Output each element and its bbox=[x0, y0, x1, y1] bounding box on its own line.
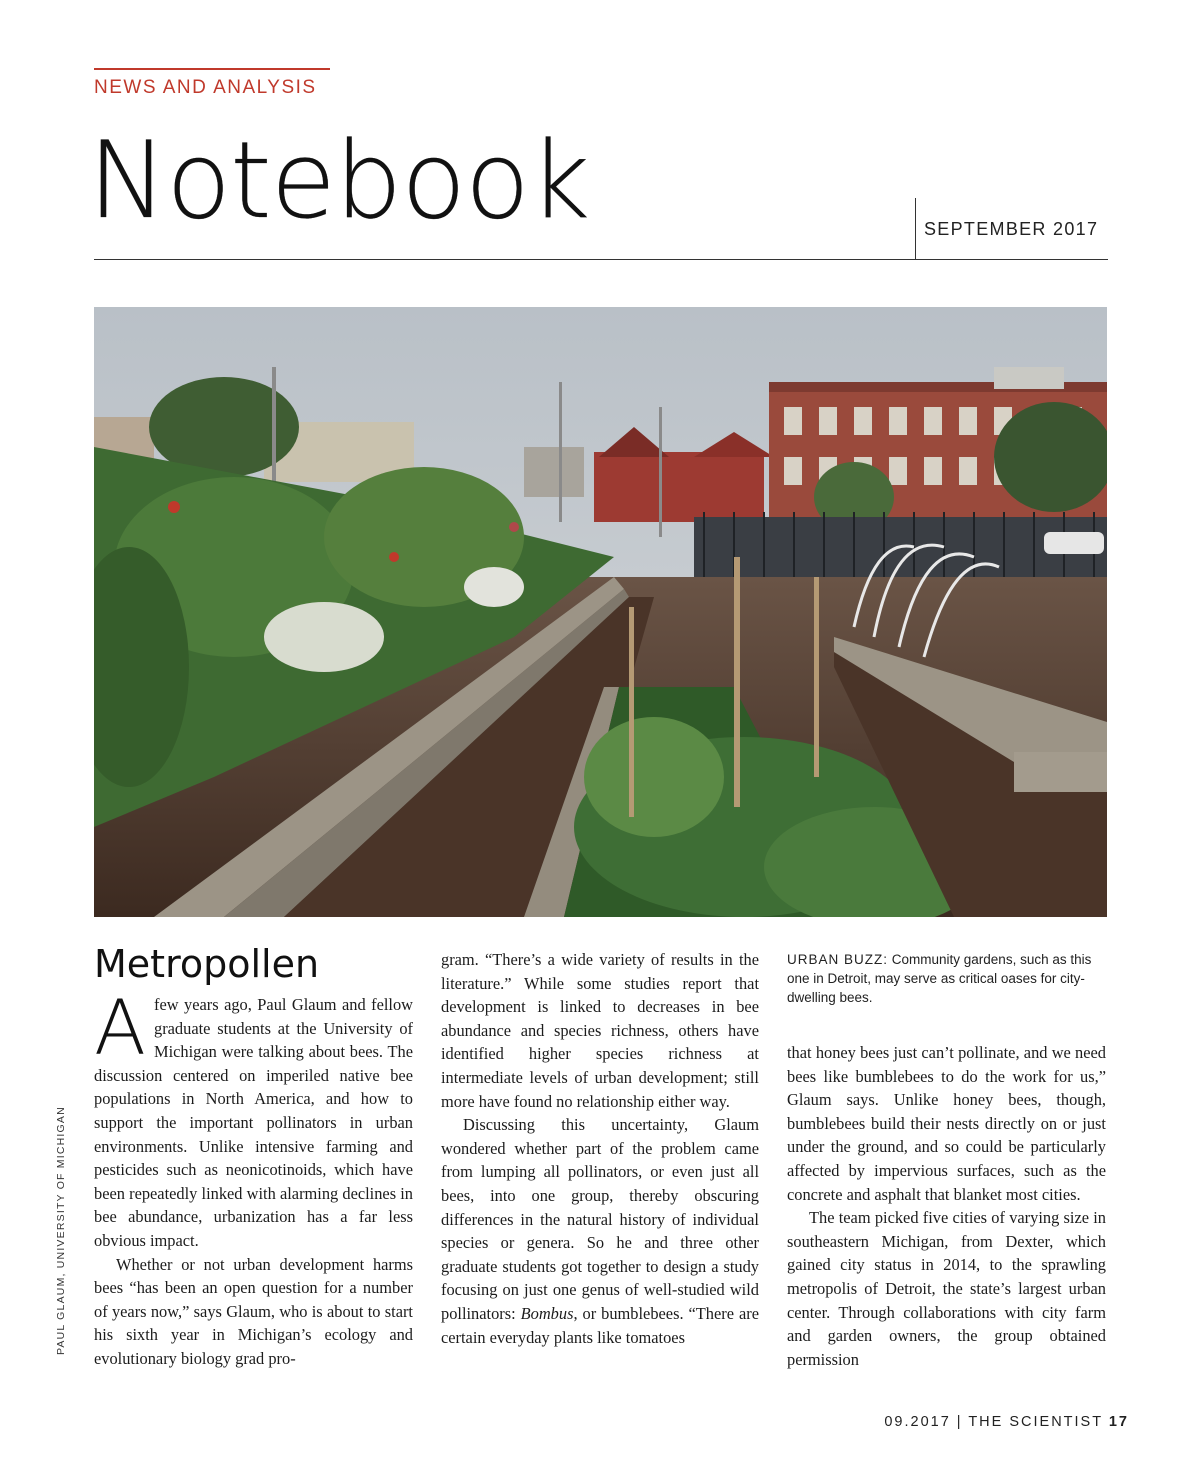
article-headline: Metropollen bbox=[94, 942, 320, 986]
article-paragraph: Whether or not urban development harms bees “has been an open question for a number of years now,” says Glaum, who is about to start his sixth year in Michigan’s ecology and evolutionary biology grad pro- bbox=[94, 1254, 413, 1368]
caption-lead: URBAN BUZZ: bbox=[787, 952, 889, 967]
footer-magazine: THE SCIENTIST bbox=[968, 1414, 1103, 1430]
article-column-2 bbox=[441, 948, 759, 1349]
article-paragraph: The team picked five cities of varying size in southeastern Michigan, from Dexter, which gained city status in 2014, to the sprawling metropolis of Detroit, the state’s largest urban center. Through collaborations with city farm and garden owners, the group obtained permission bbox=[787, 1208, 1106, 1369]
garden-photo bbox=[94, 307, 1107, 917]
footer-separator: | bbox=[950, 1414, 969, 1430]
article-paragraph: gram. “There’s a wide variety of results in the literature.” While some studies report that development is linked to decreases in bee abundance and species richness, others have identified higher species richness at intermediate levels of urban development; still more have found no relationship either way. bbox=[441, 950, 759, 1111]
article-paragraph: Discussing this uncertainty, Glaum wondered whether part of the problem came from lumping all pollinators, or even just all bees, into one group, thereby obscuring differences in the natural history of individual species or genera. So he and three other graduate students got together to design a study focusing on just one genus of well-studied wild pollinators: Bombus, or bumblebees. “There are certain everyday plants like tomatoes bbox=[441, 1115, 759, 1347]
caption-text: Community gardens, such as this one in Detroit, may serve as critical oases for city-dwelling bees. bbox=[787, 952, 1092, 1005]
photo-credit: PAUL GLAUM, UNIVERSITY OF MICHIGAN bbox=[55, 1106, 67, 1355]
page-footer bbox=[884, 1414, 1129, 1430]
drop-cap: A bbox=[94, 983, 146, 1072]
page-number: 17 bbox=[1108, 1414, 1129, 1430]
masthead-rule bbox=[94, 259, 1108, 260]
masthead-divider bbox=[915, 198, 916, 260]
article-paragraph: that honey bees just can’t pollinate, and we need bees like bumblebees to do the work for us,” Glaum says. Unlike honey bees, though, bumblebees build their nests directly on or just under the ground, and so could be particularly affected by impervious surfaces, such as the concrete and asphalt that blanket most cities. bbox=[787, 1043, 1106, 1204]
department-title: Notebook bbox=[88, 119, 590, 242]
footer-issue: 09.2017 bbox=[884, 1414, 951, 1430]
article-column-1 bbox=[94, 983, 413, 1371]
photo-caption bbox=[787, 950, 1107, 1007]
article-column-3 bbox=[787, 1041, 1106, 1371]
issue-date: SEPTEMBER 2017 bbox=[924, 219, 1099, 239]
section-rule bbox=[94, 68, 330, 70]
article-paragraph: Afew years ago, Paul Glaum and fellow graduate students at the University of Michigan were talking about bees. The discussion centered on imperiled native bee populations in North America, and how to support the important pollinators in urban environments. Unlike intensive farming and pesticides such as neonicotinoids, which have been repeatedly linked with alarming declines in bee abundance, urbanization has a far less obvious impact. bbox=[94, 983, 413, 1250]
section-label: NEWS AND ANALYSIS bbox=[94, 77, 317, 98]
genus-name: Bombus bbox=[520, 1303, 574, 1323]
